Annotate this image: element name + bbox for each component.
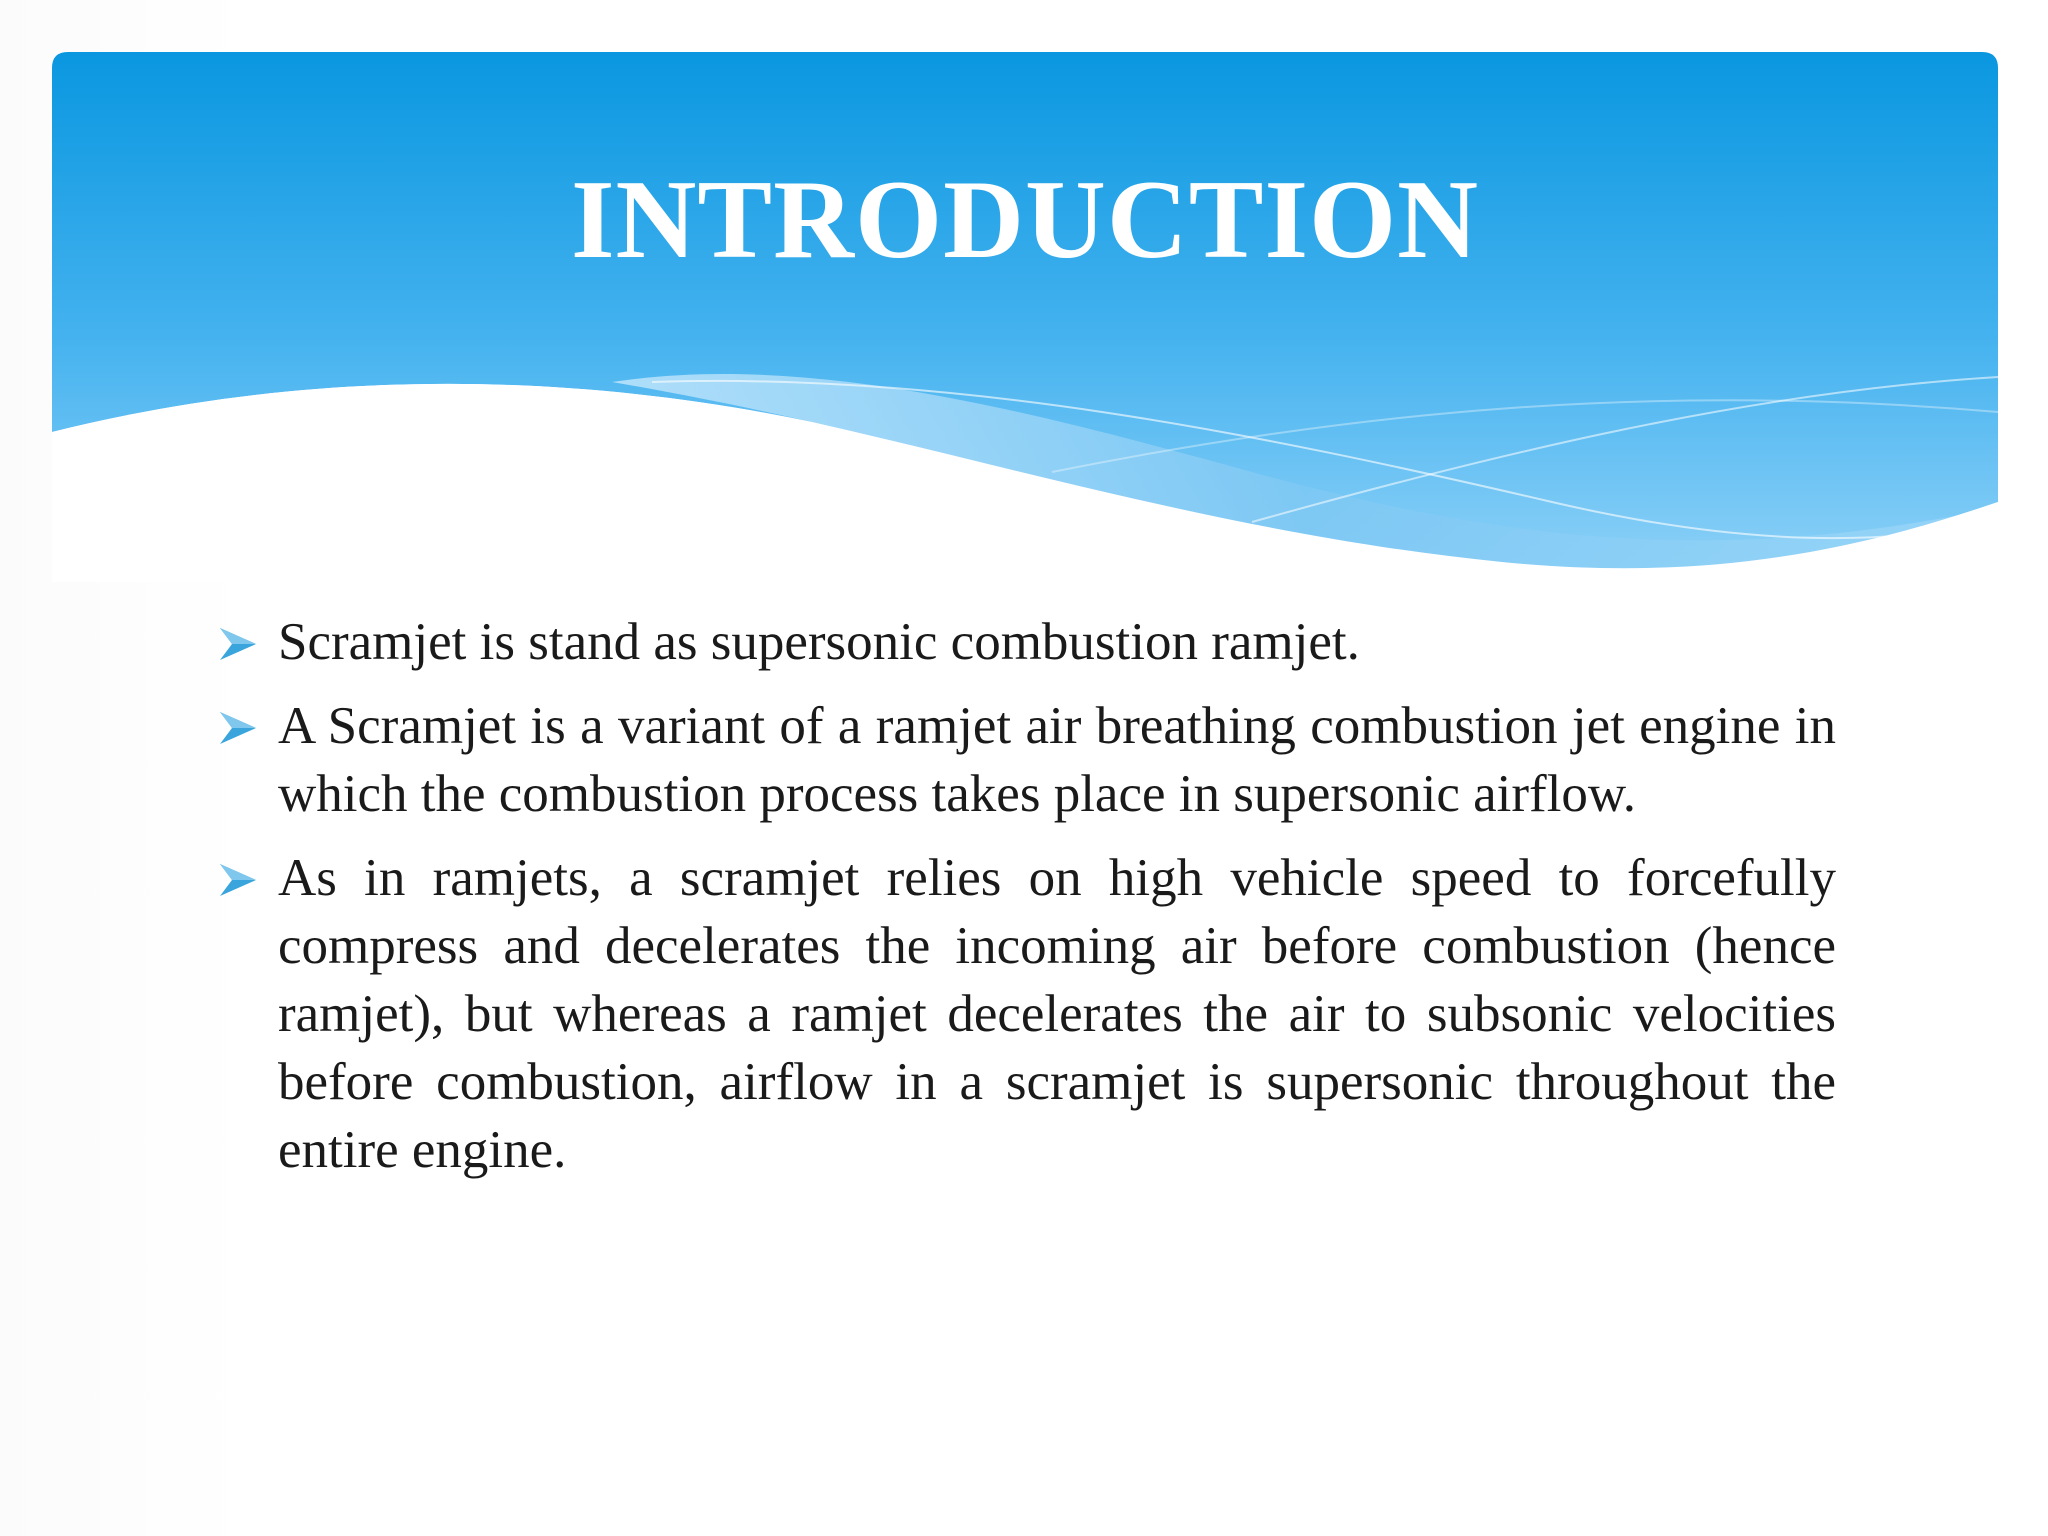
bullet-item	[218, 608, 1836, 676]
bullet-text: Scramjet is stand as supersonic combustion ramjet.	[278, 613, 1360, 671]
bullet-item	[218, 844, 1836, 1184]
slide-title: INTRODUCTION	[570, 158, 1480, 282]
wave-banner-graphic	[52, 52, 1998, 582]
arrowhead-bullet-icon	[218, 710, 258, 746]
arrowhead-bullet-icon	[218, 626, 258, 662]
bullet-list	[218, 608, 1836, 1200]
bullet-text: A Scramjet is a variant of a ramjet air breathing combustion jet engine in which the combustion process takes place in supersonic airflow.	[278, 697, 1836, 823]
bullet-text: As in ramjets, a scramjet relies on high vehicle speed to forcefully compress and decelerates the incoming air before combustion (hence ramjet), but whereas a ramjet decelerates the air to subsonic velocities before combustion, airflow in a scramjet is supersonic throughout the entire engine.	[278, 849, 1836, 1179]
bullet-item	[218, 692, 1836, 828]
header-banner	[52, 52, 1998, 582]
arrowhead-bullet-icon	[218, 862, 258, 898]
